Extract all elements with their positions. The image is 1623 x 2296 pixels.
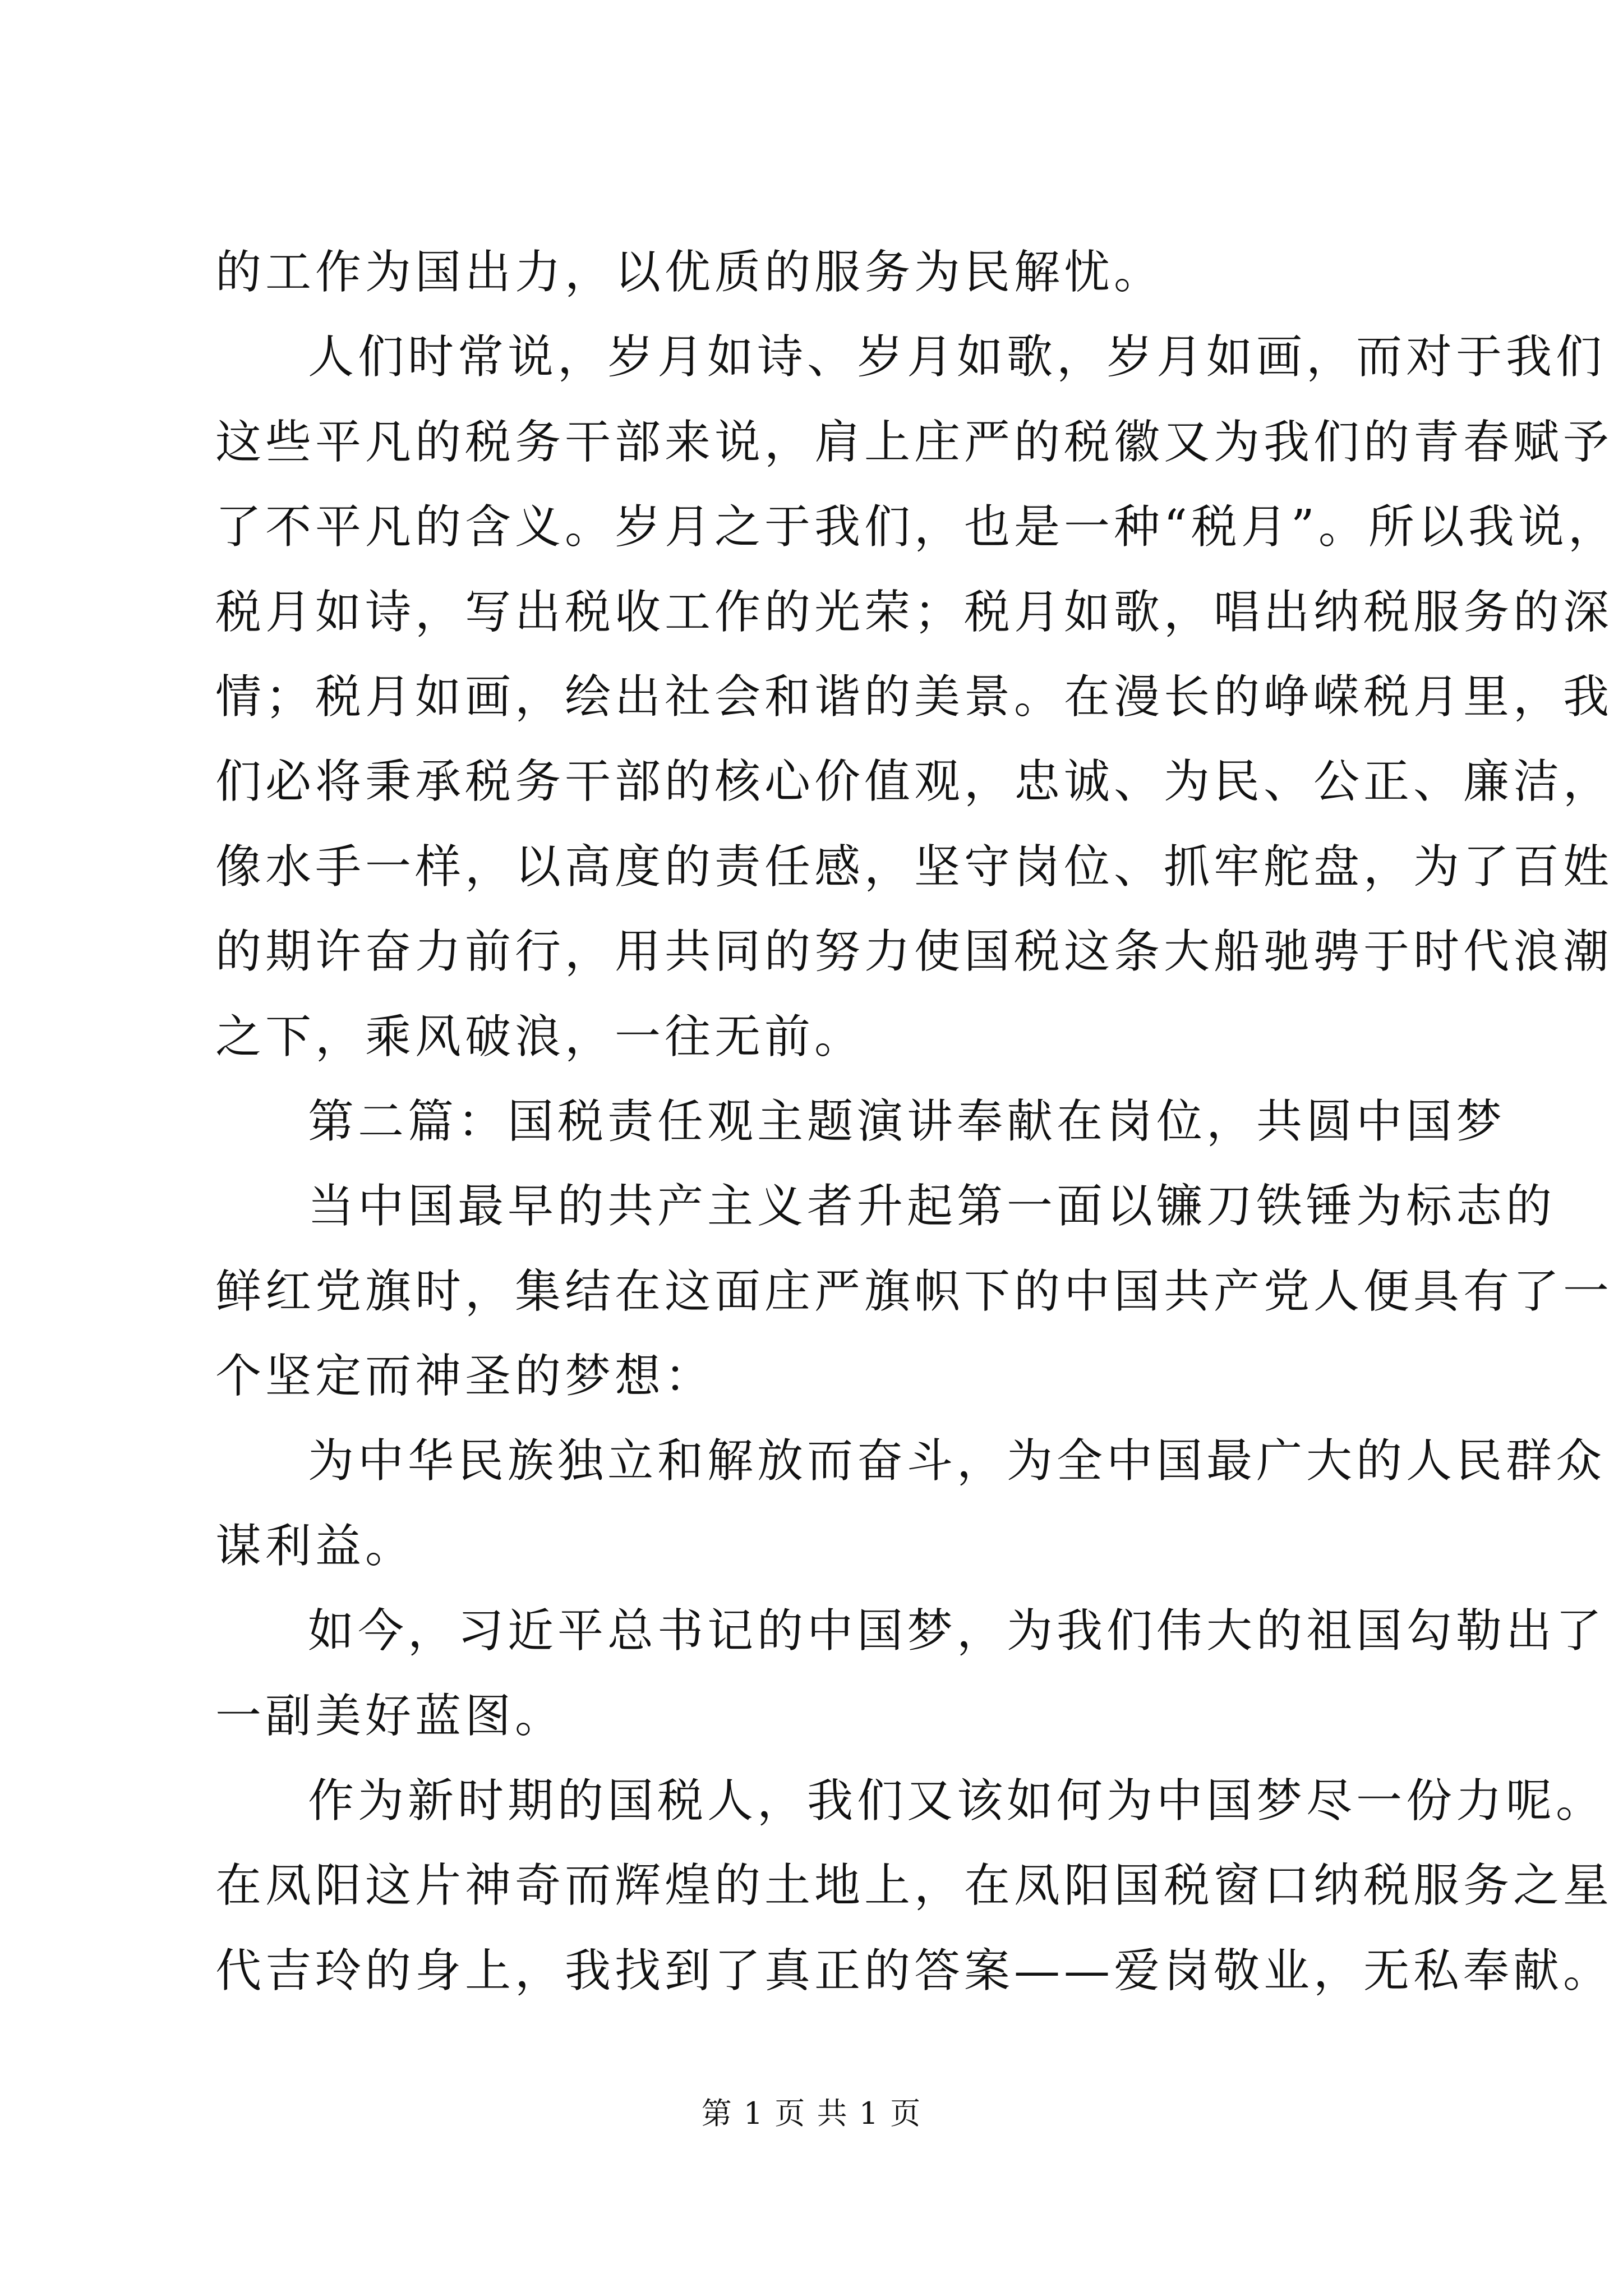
text-line: 一副美好蓝图。 xyxy=(215,1689,565,1743)
text-line: 之下，乘风破浪，一往无前。 xyxy=(215,1010,865,1064)
text-line: 税月如诗，写出税收工作的光荣；税月如歌，唱出纳税服务的深 xyxy=(215,585,1613,639)
text-line: 作为新时期的国税人，我们又该如何为中国梦尽一份力呢。 xyxy=(308,1774,1606,1828)
text-line: 像水手一样，以高度的责任感，坚守岗位、抓牢舵盘，为了百姓 xyxy=(215,840,1613,894)
text-line: 人们时常说，岁月如诗、岁月如歌，岁月如画，而对于我们 xyxy=(308,330,1606,384)
text-line: 个坚定而神圣的梦想： xyxy=(215,1350,715,1404)
text-line: 的期许奋力前行，用共同的努力使国税这条大船驰骋于时代浪潮 xyxy=(215,925,1613,979)
text-line: 为中华民族独立和解放而奋斗，为全中国最广大的人民群众 xyxy=(308,1434,1606,1488)
document-body xyxy=(215,230,1618,2013)
text-line: 鲜红党旗时，集结在这面庄严旗帜下的中国共产党人便具有了一 xyxy=(215,1264,1613,1318)
text-line: 情；税月如画，绘出社会和谐的美景。在漫长的峥嵘税月里，我 xyxy=(215,670,1613,724)
section-heading: 第二篇：国税责任观主题演讲奉献在岗位，共圆中国梦 xyxy=(308,1094,1506,1148)
text-line: 如今，习近平总书记的中国梦，为我们伟大的祖国勾勒出了 xyxy=(308,1604,1606,1658)
page-footer: 第 1 页 共 1 页 xyxy=(701,2096,922,2131)
text-line: 这些平凡的税务干部来说，肩上庄严的税徽又为我们的青春赋予 xyxy=(215,415,1613,469)
text-line: 当中国最早的共产主义者升起第一面以镰刀铁锤为标志的 xyxy=(308,1180,1556,1234)
text-line: 代吉玲的身上，我找到了真正的答案——爱岗敬业，无私奉献。 xyxy=(215,1944,1613,1998)
text-line: 在凤阳这片神奇而辉煌的土地上，在凤阳国税窗口纳税服务之星 xyxy=(215,1859,1613,1913)
text-line: 谋利益。 xyxy=(215,1519,416,1573)
text-line: 了不平凡的含义。岁月之于我们，也是一种“税月”。所以我说， xyxy=(215,500,1618,554)
text-line: 们必将秉承税务干部的核心价值观，忠诚、为民、公正、廉洁， xyxy=(215,755,1613,809)
text-line: 的工作为国出力，以优质的服务为民解忧。 xyxy=(215,246,1164,299)
